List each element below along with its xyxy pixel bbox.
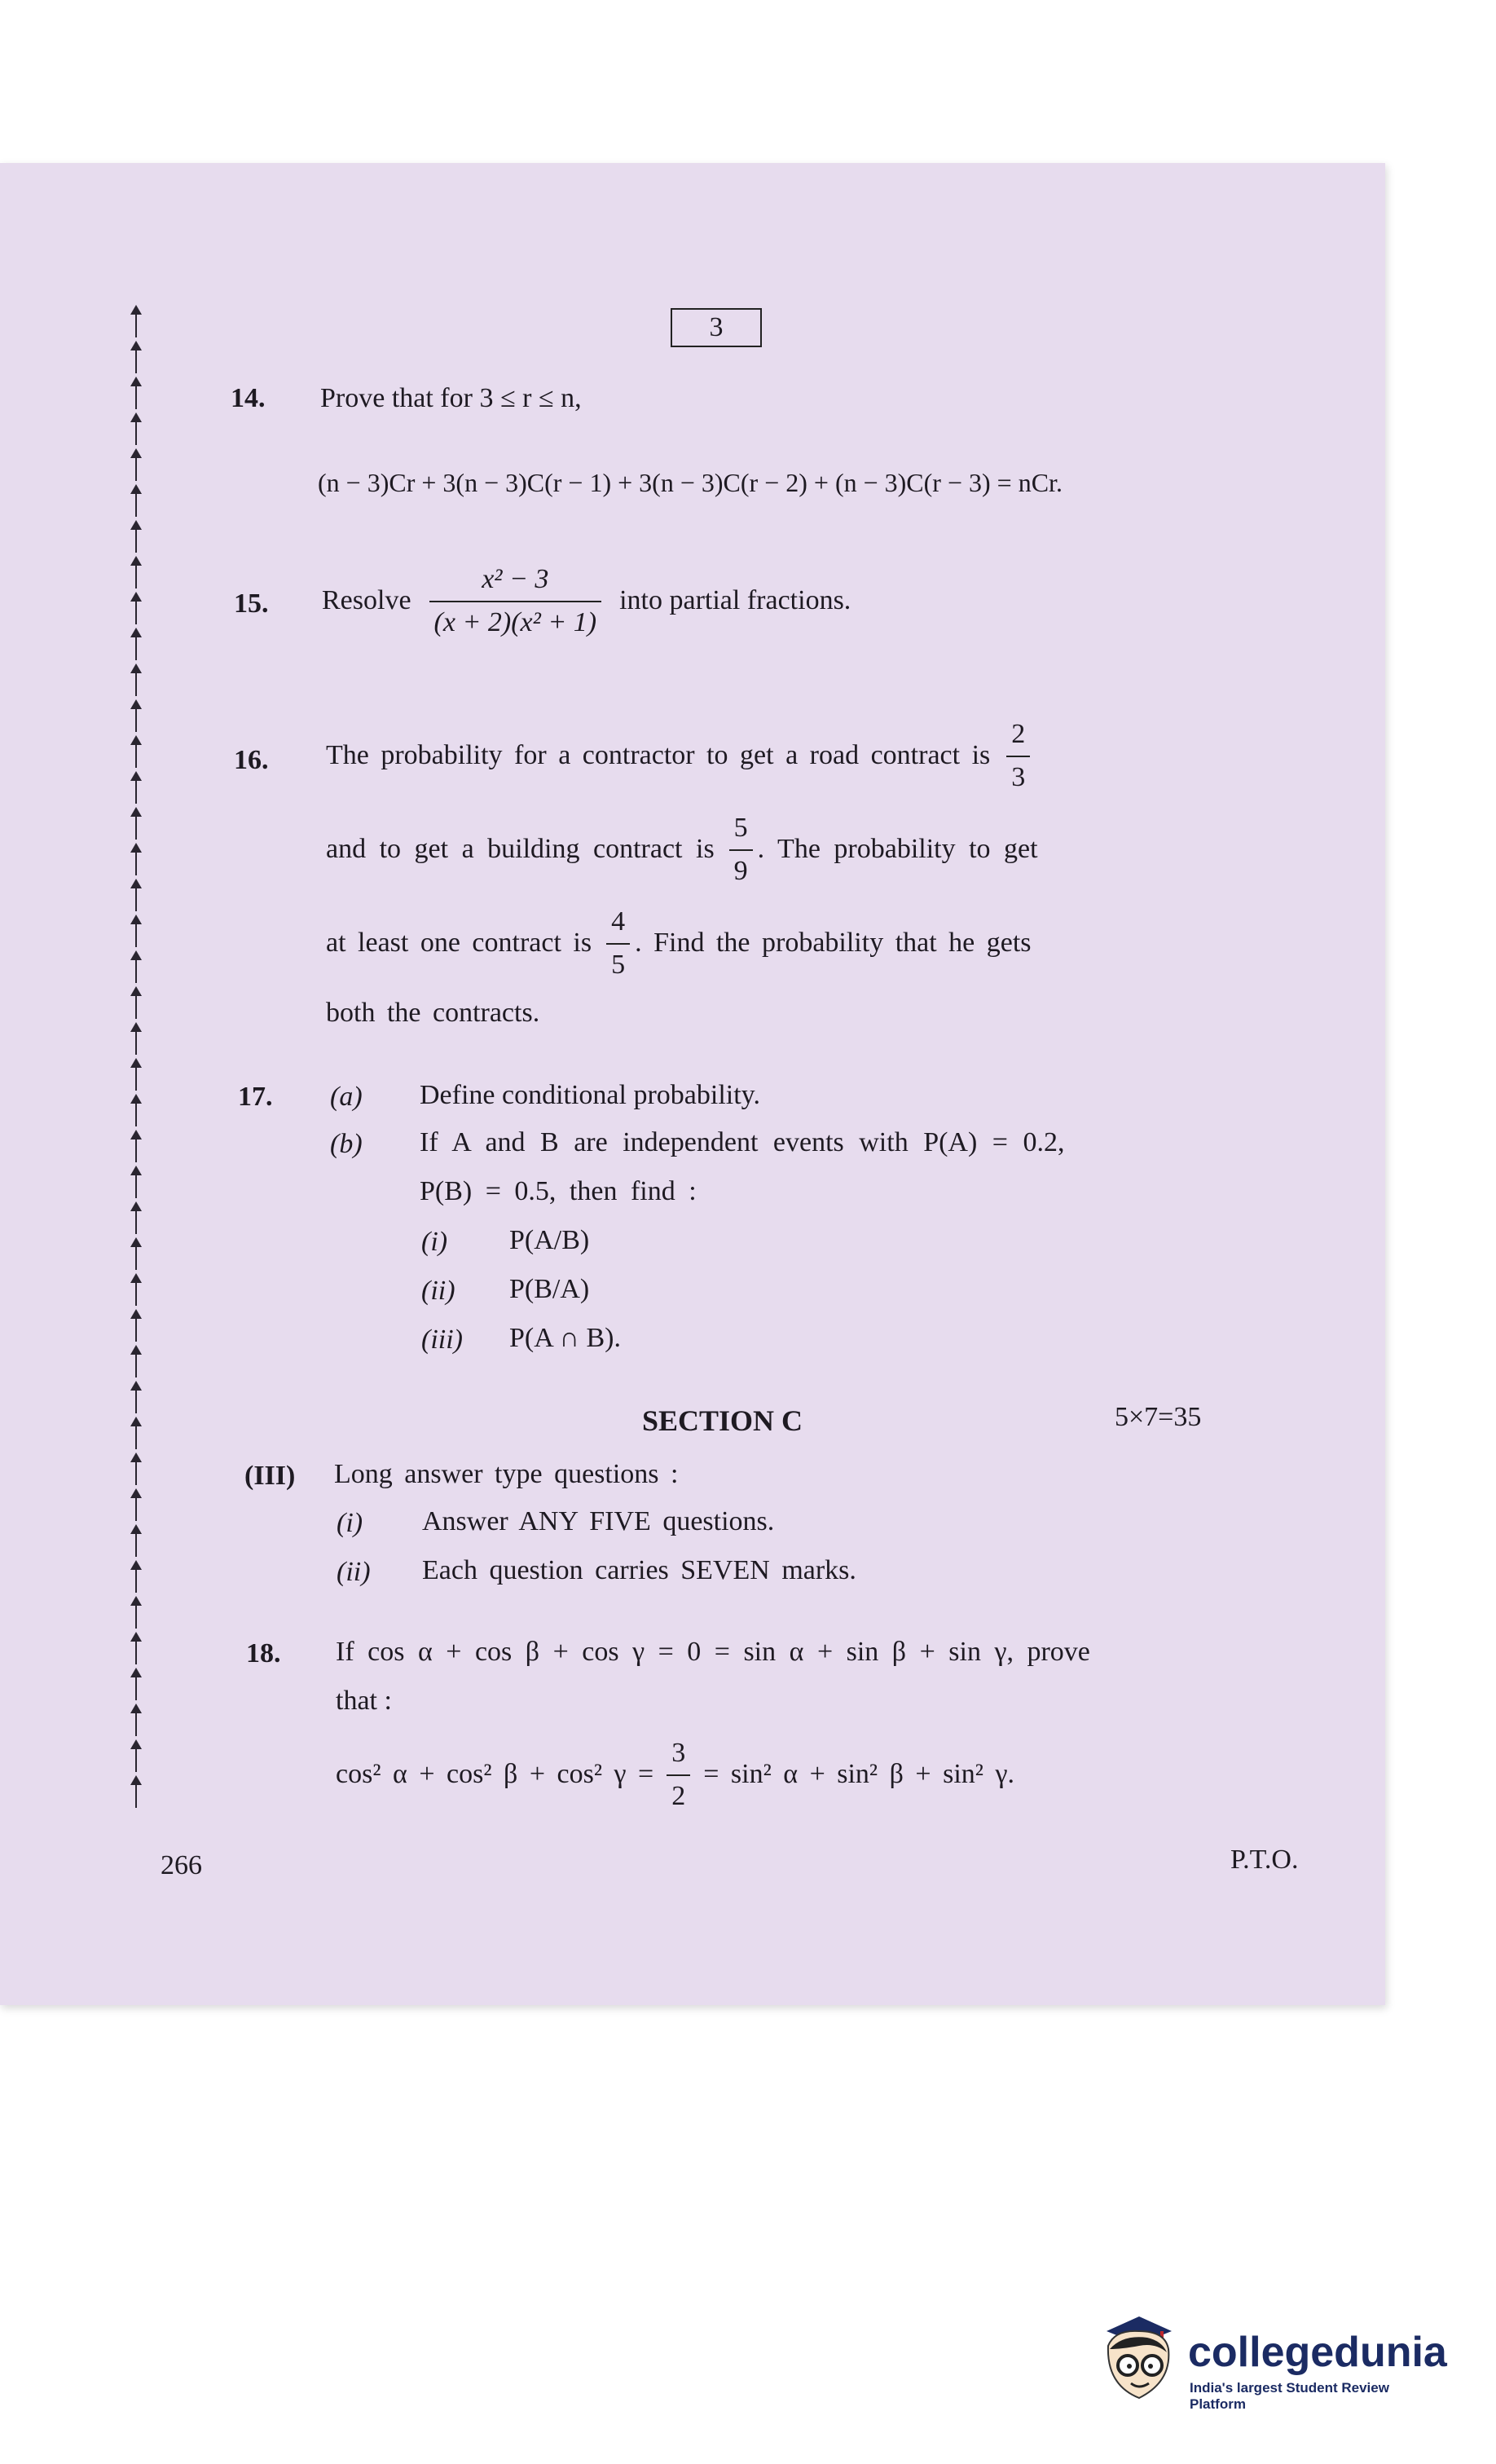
up-arrow-icon <box>129 590 143 626</box>
question-17-i-label: (i) <box>421 1227 448 1257</box>
up-arrow-icon <box>129 1774 143 1809</box>
fraction-denominator: (x + 2)(x² + 1) <box>429 601 602 641</box>
question-18-line-1: If cos α + cos β + cos γ = 0 = sin α + sin β + sin γ, prove <box>336 1637 1090 1667</box>
mascot-icon <box>1090 2313 1180 2411</box>
section-c-i-text: Answer ANY FIVE questions. <box>422 1506 775 1536</box>
logo-wordmark: collegedunia <box>1188 2329 1447 2376</box>
fraction-numerator: 5 <box>733 813 748 843</box>
section-c-label: (III) <box>244 1461 296 1491</box>
up-arrow-icon <box>129 303 143 339</box>
up-arrow-icon <box>129 1558 143 1594</box>
question-17-b-text-2: P(B) = 0.5, then find : <box>420 1176 697 1206</box>
up-arrow-icon <box>129 411 143 447</box>
question-17-i-text: P(A/B) <box>509 1225 590 1255</box>
page-number-box: 3 <box>671 308 762 347</box>
question-number-16: 16. <box>234 745 269 775</box>
up-arrow-icon <box>129 339 143 375</box>
up-arrow-icon <box>129 1666 143 1702</box>
up-arrow-icon <box>129 1379 143 1415</box>
up-arrow-icon <box>129 1128 143 1164</box>
up-arrow-icon <box>129 1020 143 1056</box>
up-arrow-icon <box>129 375 143 411</box>
margin-arrows <box>122 303 150 1809</box>
up-arrow-icon <box>129 1630 143 1666</box>
question-number-15: 15. <box>234 588 269 619</box>
up-arrow-icon <box>129 1092 143 1128</box>
question-18-lhs: cos² α + cos² β + cos² γ = <box>336 1759 654 1790</box>
page-code: 266 <box>161 1850 202 1880</box>
fraction-denominator: 5 <box>606 943 630 983</box>
up-arrow-icon <box>129 1343 143 1379</box>
collegedunia-logo <box>1090 2313 1447 2412</box>
fraction-numerator: 2 <box>1011 719 1026 749</box>
up-arrow-icon <box>129 913 143 949</box>
fraction-numerator: x² − 3 <box>482 564 549 594</box>
section-c-marks: 5×7=35 <box>1115 1402 1202 1432</box>
up-arrow-icon <box>129 447 143 483</box>
section-c-ii-text: Each question carries SEVEN marks. <box>422 1555 856 1585</box>
question-17-iii-text: P(A ∩ B). <box>509 1323 621 1353</box>
question-14-text: Prove that for 3 ≤ r ≤ n, <box>320 383 582 413</box>
question-number-17: 17. <box>238 1082 273 1112</box>
question-16-line-1-text: The probability for a contractor to get a road contract is <box>326 740 991 771</box>
up-arrow-icon <box>129 877 143 913</box>
question-16-line-3-text: at least one contract is <box>326 928 592 959</box>
up-arrow-icon <box>129 949 143 985</box>
question-18-line-2: that : <box>336 1686 392 1716</box>
section-c-ii-label: (ii) <box>337 1557 371 1587</box>
question-17-ii-label: (ii) <box>421 1276 455 1306</box>
up-arrow-icon <box>129 1702 143 1738</box>
up-arrow-icon <box>129 1307 143 1343</box>
question-17-a-text: Define conditional probability. <box>420 1080 760 1110</box>
question-14-identity: (n − 3)Cr + 3(n − 3)C(r − 1) + 3(n − 3)C(r − 2) + (n − 3)C(r − 3) = nCr. <box>318 468 1063 497</box>
up-arrow-icon <box>129 698 143 734</box>
up-arrow-icon <box>129 483 143 518</box>
pto-label: P.T.O. <box>1230 1845 1299 1875</box>
fraction-3-2 <box>667 1736 690 1814</box>
up-arrow-icon <box>129 554 143 590</box>
section-c-intro: Long answer type questions : <box>334 1459 679 1489</box>
question-17-b-text-1: If A and B are independent events with P(A) = 0.2, <box>420 1127 1065 1157</box>
up-arrow-icon <box>129 1272 143 1307</box>
up-arrow-icon <box>129 1594 143 1630</box>
up-arrow-icon <box>129 1056 143 1092</box>
up-arrow-icon <box>129 769 143 805</box>
question-16-line-2-tail: . The probability to get <box>757 834 1038 865</box>
question-16-line-2-text: and to get a building contract is <box>326 834 715 865</box>
question-17-a-label: (a) <box>330 1082 363 1112</box>
question-15-pre: Resolve <box>322 585 411 616</box>
up-arrow-icon <box>129 518 143 554</box>
fraction-numerator: 3 <box>671 1738 686 1768</box>
section-c-i-label: (i) <box>337 1508 363 1538</box>
up-arrow-icon <box>129 1200 143 1236</box>
fraction-5-9 <box>729 811 753 888</box>
fraction-numerator: 4 <box>611 906 626 937</box>
question-16-line-3 <box>326 905 1032 982</box>
question-15-fraction <box>429 562 602 640</box>
up-arrow-icon <box>129 626 143 662</box>
fraction-denominator: 3 <box>1006 756 1030 796</box>
question-number-14: 14. <box>231 383 266 413</box>
up-arrow-icon <box>129 1487 143 1523</box>
question-16-line-2 <box>326 811 1038 888</box>
up-arrow-icon <box>129 1451 143 1487</box>
up-arrow-icon <box>129 734 143 769</box>
up-arrow-icon <box>129 1415 143 1451</box>
question-16-line-1 <box>326 717 1035 795</box>
logo-tagline: India's largest Student Review Platform <box>1190 2380 1389 2412</box>
question-17-b-label: (b) <box>330 1129 363 1159</box>
question-18-rhs: = sin² α + sin² β + sin² γ. <box>703 1759 1014 1790</box>
fraction-denominator: 9 <box>729 849 753 889</box>
up-arrow-icon <box>129 1164 143 1200</box>
up-arrow-icon <box>129 805 143 841</box>
up-arrow-icon <box>129 1236 143 1272</box>
question-17-iii-label: (iii) <box>421 1325 463 1355</box>
question-18-identity <box>336 1736 1014 1814</box>
up-arrow-icon <box>129 985 143 1020</box>
fraction-2-3 <box>1006 717 1030 795</box>
up-arrow-icon <box>129 1738 143 1774</box>
question-15-text <box>322 562 851 640</box>
up-arrow-icon <box>129 1523 143 1558</box>
up-arrow-icon <box>129 841 143 877</box>
up-arrow-icon <box>129 662 143 698</box>
question-15-post: into partial fractions. <box>619 585 851 616</box>
question-16-line-4: both the contracts. <box>326 998 540 1028</box>
question-number-18: 18. <box>246 1638 281 1668</box>
fraction-denominator: 2 <box>667 1774 690 1814</box>
fraction-4-5 <box>606 905 630 982</box>
section-c-title: SECTION C <box>642 1404 803 1437</box>
question-17-ii-text: P(B/A) <box>509 1274 590 1304</box>
question-16-line-3-tail: . Find the probability that he gets <box>635 928 1032 959</box>
